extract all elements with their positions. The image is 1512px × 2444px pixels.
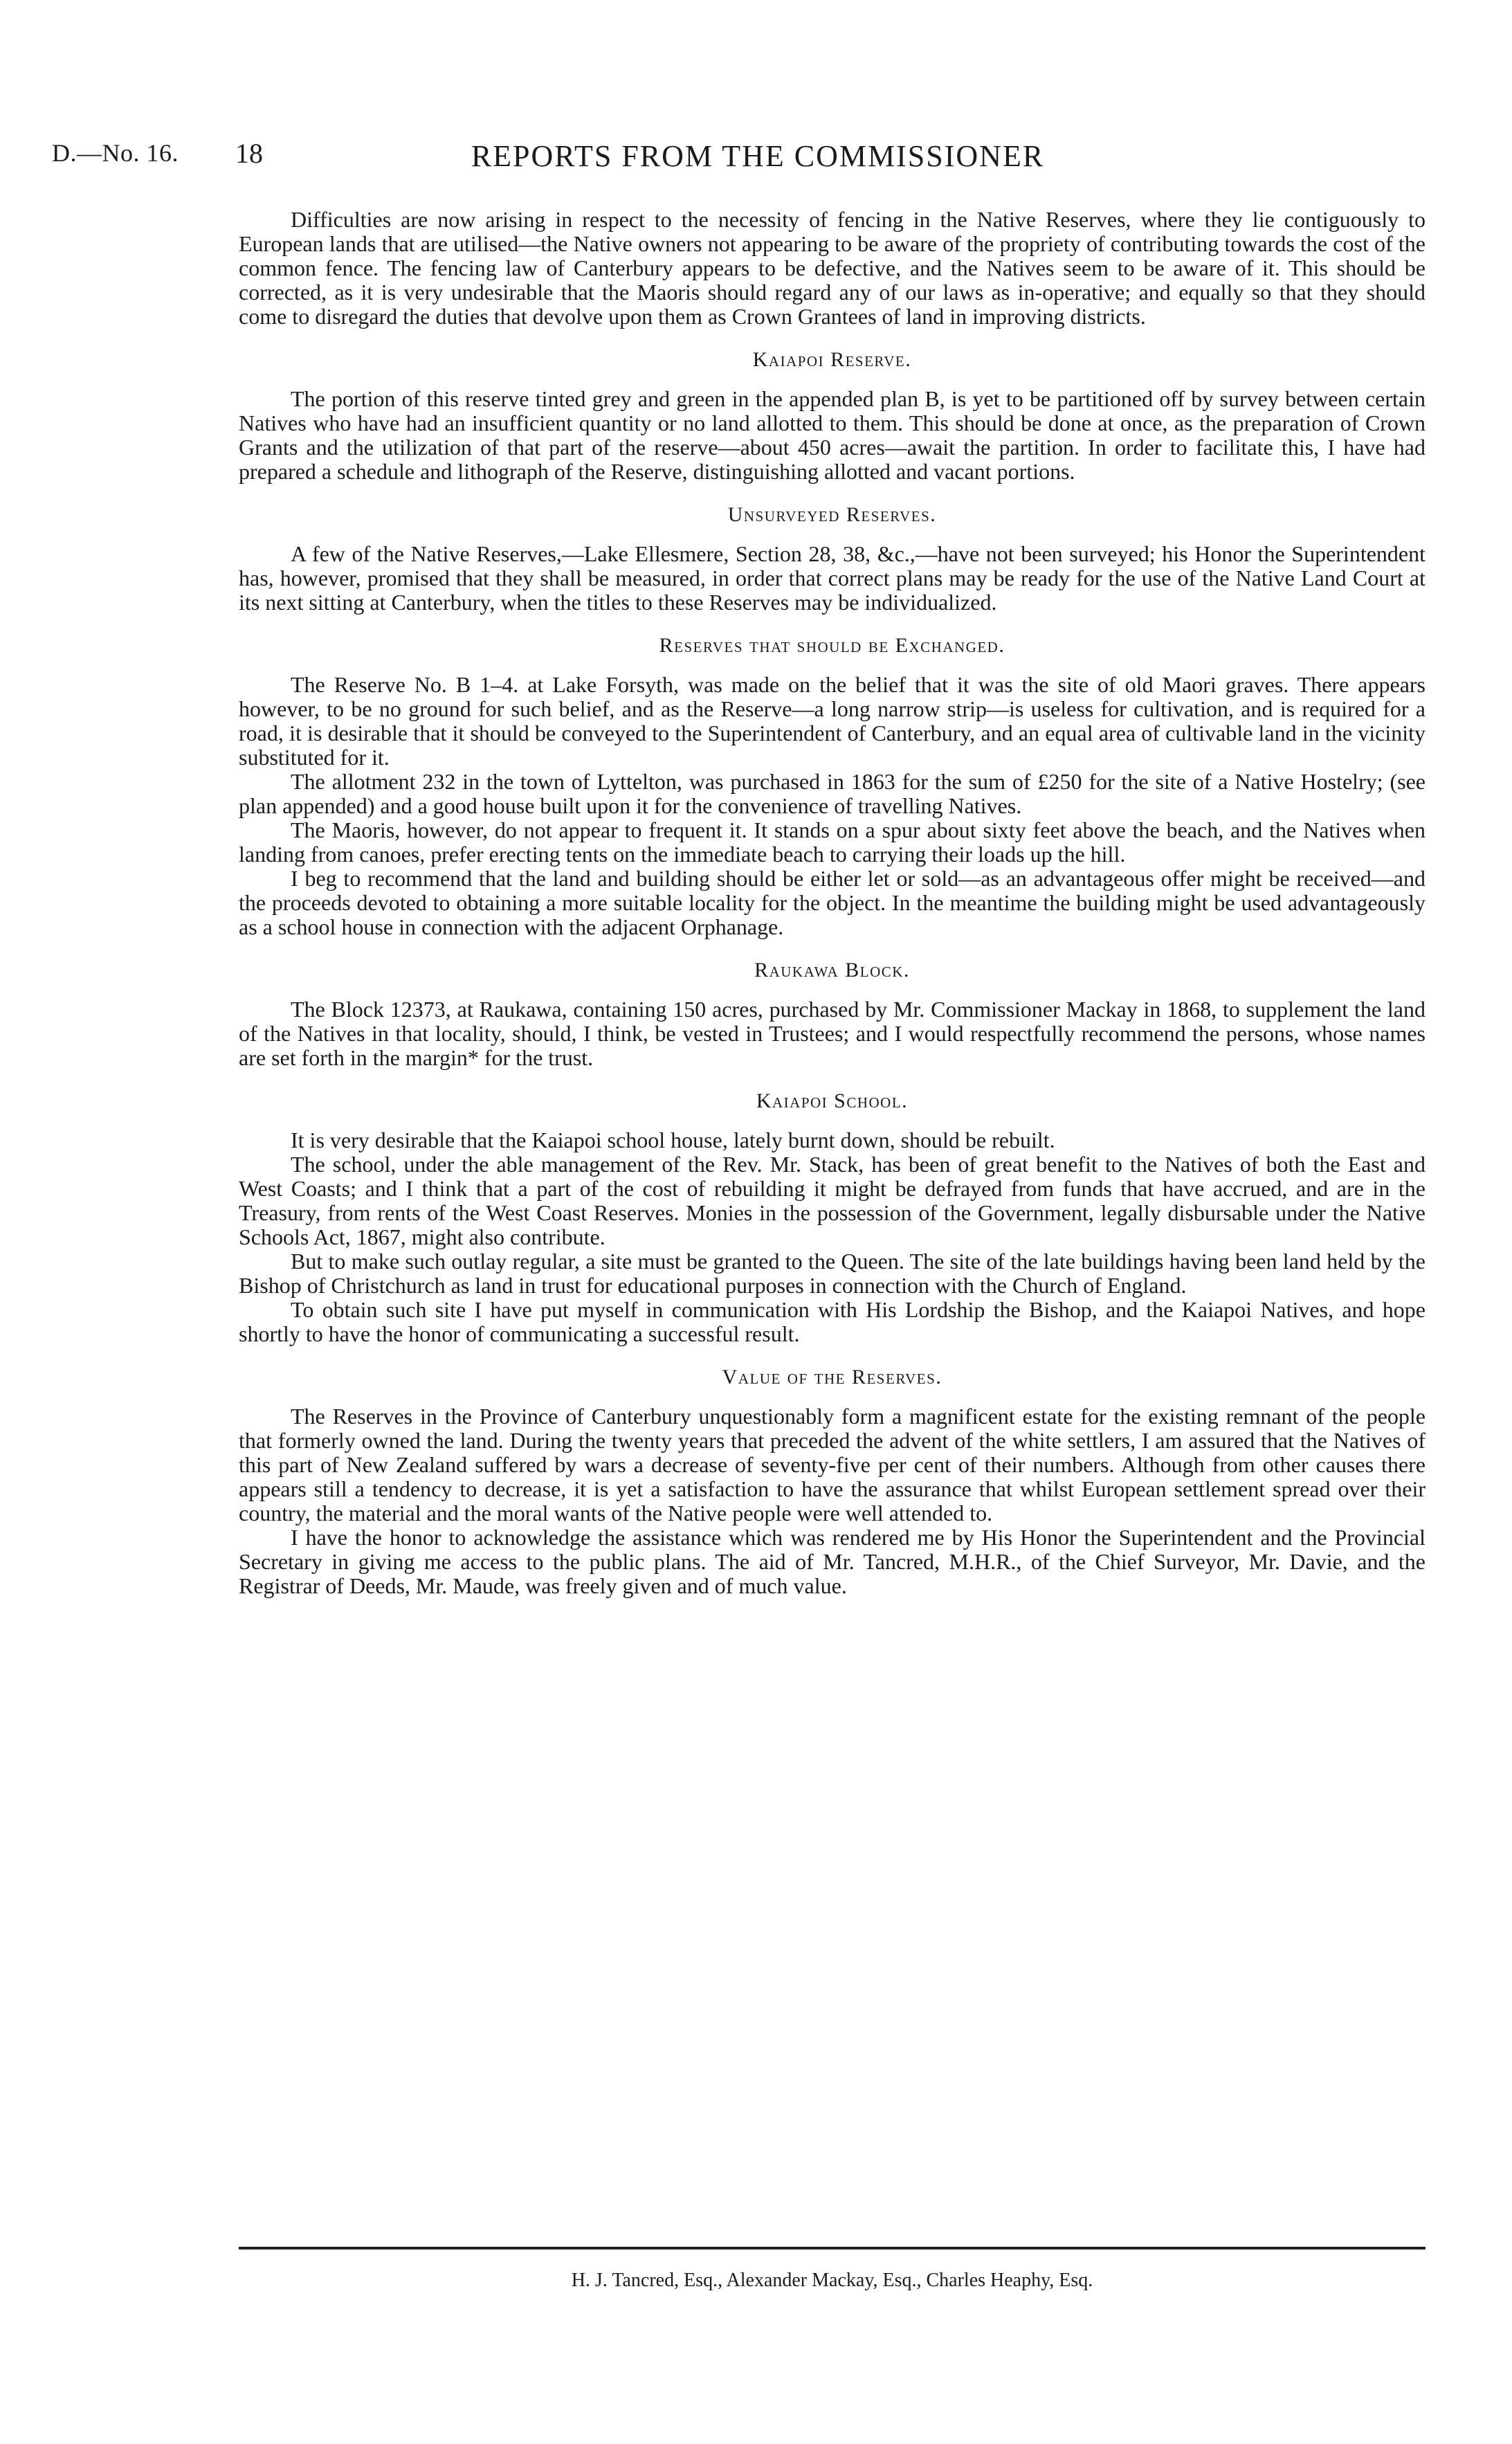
page-number: 18	[235, 138, 263, 169]
kaiapoi-school-paragraph-1: It is very desirable that the Kaiapoi school house, lately burnt down, should be rebuilt.	[291, 1128, 1055, 1152]
report-body	[239, 208, 1426, 1598]
heading-reserves-exchanged: Reserves that should be Exchanged.	[659, 634, 1005, 657]
footnote-trustees: H. J. Tancred, Esq., Alexander Mackay, Esq., Charles Heaphy, Esq.	[571, 2270, 1093, 2291]
exchanged-paragraph-1: The Reserve No. B 1–4. at Lake Forsyth, was made on the belief that it was the site of old Maori graves. There appears however, to be no ground for such belief, and as the Reserve—a long narrow strip—is useless for cultivation, and is required for a road, it is desirable that it should be conveyed to the Superintendent of Canterbury, and an equal area of cultivable land in the vicinity substituted for it.	[239, 672, 1426, 770]
value-paragraph-2: I have the honor to acknowledge the assistance which was rendered me by His Honor the Superintendent and the Provincial Secretary in giving me access to the public plans. The aid of Mr. Tancred, M.H.R., of the Chief Surveyor, Mr. Davie, and the Registrar of Deeds, Mr. Maude, was freely given and of much value.	[239, 1525, 1426, 1598]
intro-paragraph: Difficulties are now arising in respect to the necessity of fencing in the Native Reserves, where they lie contiguously to European lands that are utilised—the Native owners not appearing to be aware of the propriety of contributing towards the cost of the common fence. The fencing law of Canterbury appears to be defective, and the Natives seem to be aware of it. This should be corrected, as it is very undesirable that the Maoris should regard any of our laws as in-operative; and equally so that they should come to disregard the duties that devolve upon them as Crown Grantees of land in improving districts.	[239, 207, 1426, 329]
page-title: REPORTS FROM THE COMMISSIONER	[471, 139, 1045, 173]
unsurveyed-paragraph: A few of the Native Reserves,—Lake Ellesmere, Section 28, 38, &c.,—have not been surveyed; his Honor the Superintendent has, however, promised that they shall be measured, in order that correct plans may be ready for the use of the Native Land Court at its next sitting at Canterbury, when the titles to these Reserves may be individualized.	[239, 541, 1426, 615]
value-paragraph-1: The Reserves in the Province of Canterbury unquestionably form a magnificent estate for the existing remnant of the people that formerly owned the land. During the twenty years that preceded the advent of the white settlers, I am assured that the Natives of this part of New Zealand suffered by wars a decrease of seventy-five per cent of their numbers. Although from other causes there appears still a tendency to decrease, it is yet a satisfaction to have the assurance that whilst European settlement spread over their country, the material and the moral wants of the Native people were well attended to.	[239, 1404, 1426, 1526]
heading-raukawa-block: Raukawa Block.	[754, 959, 910, 981]
page-header	[52, 138, 1464, 180]
exchanged-paragraph-4: I beg to recommend that the land and building should be either let or sold—as an advantageous offer might be received—and the proceeds devoted to obtaining a more suitable locality for the object. In the meantime the building might be used advantageously as a school house in connection with the adjacent Orphanage.	[239, 866, 1426, 939]
kaiapoi-school-paragraph-4: To obtain such site I have put myself in communication with His Lordship the Bishop, and the Kaiapoi Natives, and hope shortly to have the honor of communicating a successful result.	[239, 1297, 1426, 1346]
heading-value-of-reserves: Value of the Reserves.	[722, 1366, 942, 1388]
heading-unsurveyed-reserves: Unsurveyed Reserves.	[727, 503, 937, 526]
kaiapoi-reserve-paragraph: The portion of this reserve tinted grey and green in the appended plan B, is yet to be partitioned off by survey between certain Natives who have had an insufficient quantity or no land allotted to them. This should be done at once, as the preparation of Crown Grants and the utilization of that part of the reserve—about 450 acres—await the partition. In order to facilitate this, I have had prepared a schedule and lithograph of the Reserve, distinguishing allotted and vacant portions.	[239, 386, 1426, 484]
exchanged-paragraph-3: The Maoris, however, do not appear to frequent it. It stands on a spur about sixty feet above the beach, and the Natives when landing from canoes, prefer erecting tents on the immediate beach to carrying their loads up the hill.	[239, 817, 1426, 867]
footnote-divider	[239, 2247, 1426, 2250]
kaiapoi-school-paragraph-3: But to make such outlay regular, a site must be granted to the Queen. The site of the late buildings having been land held by the Bishop of Christchurch as land in trust for educational purposes in connection with the Church of England.	[239, 1249, 1426, 1298]
exchanged-paragraph-2: The allotment 232 in the town of Lyttelton, was purchased in 1863 for the sum of £250 for the site of a Native Hostelry; (see plan appended) and a good house built upon it for the convenience of travelling Natives.	[239, 769, 1426, 818]
raukawa-paragraph: The Block 12373, at Raukawa, containing 150 acres, purchased by Mr. Commissioner Mackay in 1868, to supplement the land of the Natives in that locality, should, I think, be vested in Trustees; and I would respectfully recommend the persons, whose names are set forth in the margin* for the trust.	[239, 997, 1426, 1070]
heading-kaiapoi-school: Kaiapoi School.	[756, 1089, 909, 1112]
document-reference: D.—No. 16.	[52, 139, 179, 167]
heading-kaiapoi-reserve: Kaiapoi Reserve.	[752, 348, 912, 371]
kaiapoi-school-paragraph-2: The school, under the able management of the Rev. Mr. Stack, has been of great benefit to the Natives of both the East and West Coasts; and I think that a part of the cost of rebuilding it might be defrayed from funds that have accrued, and are in the Treasury, from rents of the West Coast Reserves. Monies in the possession of the Government, legally disbursable under the Native Schools Act, 1867, might also contribute.	[239, 1152, 1426, 1249]
